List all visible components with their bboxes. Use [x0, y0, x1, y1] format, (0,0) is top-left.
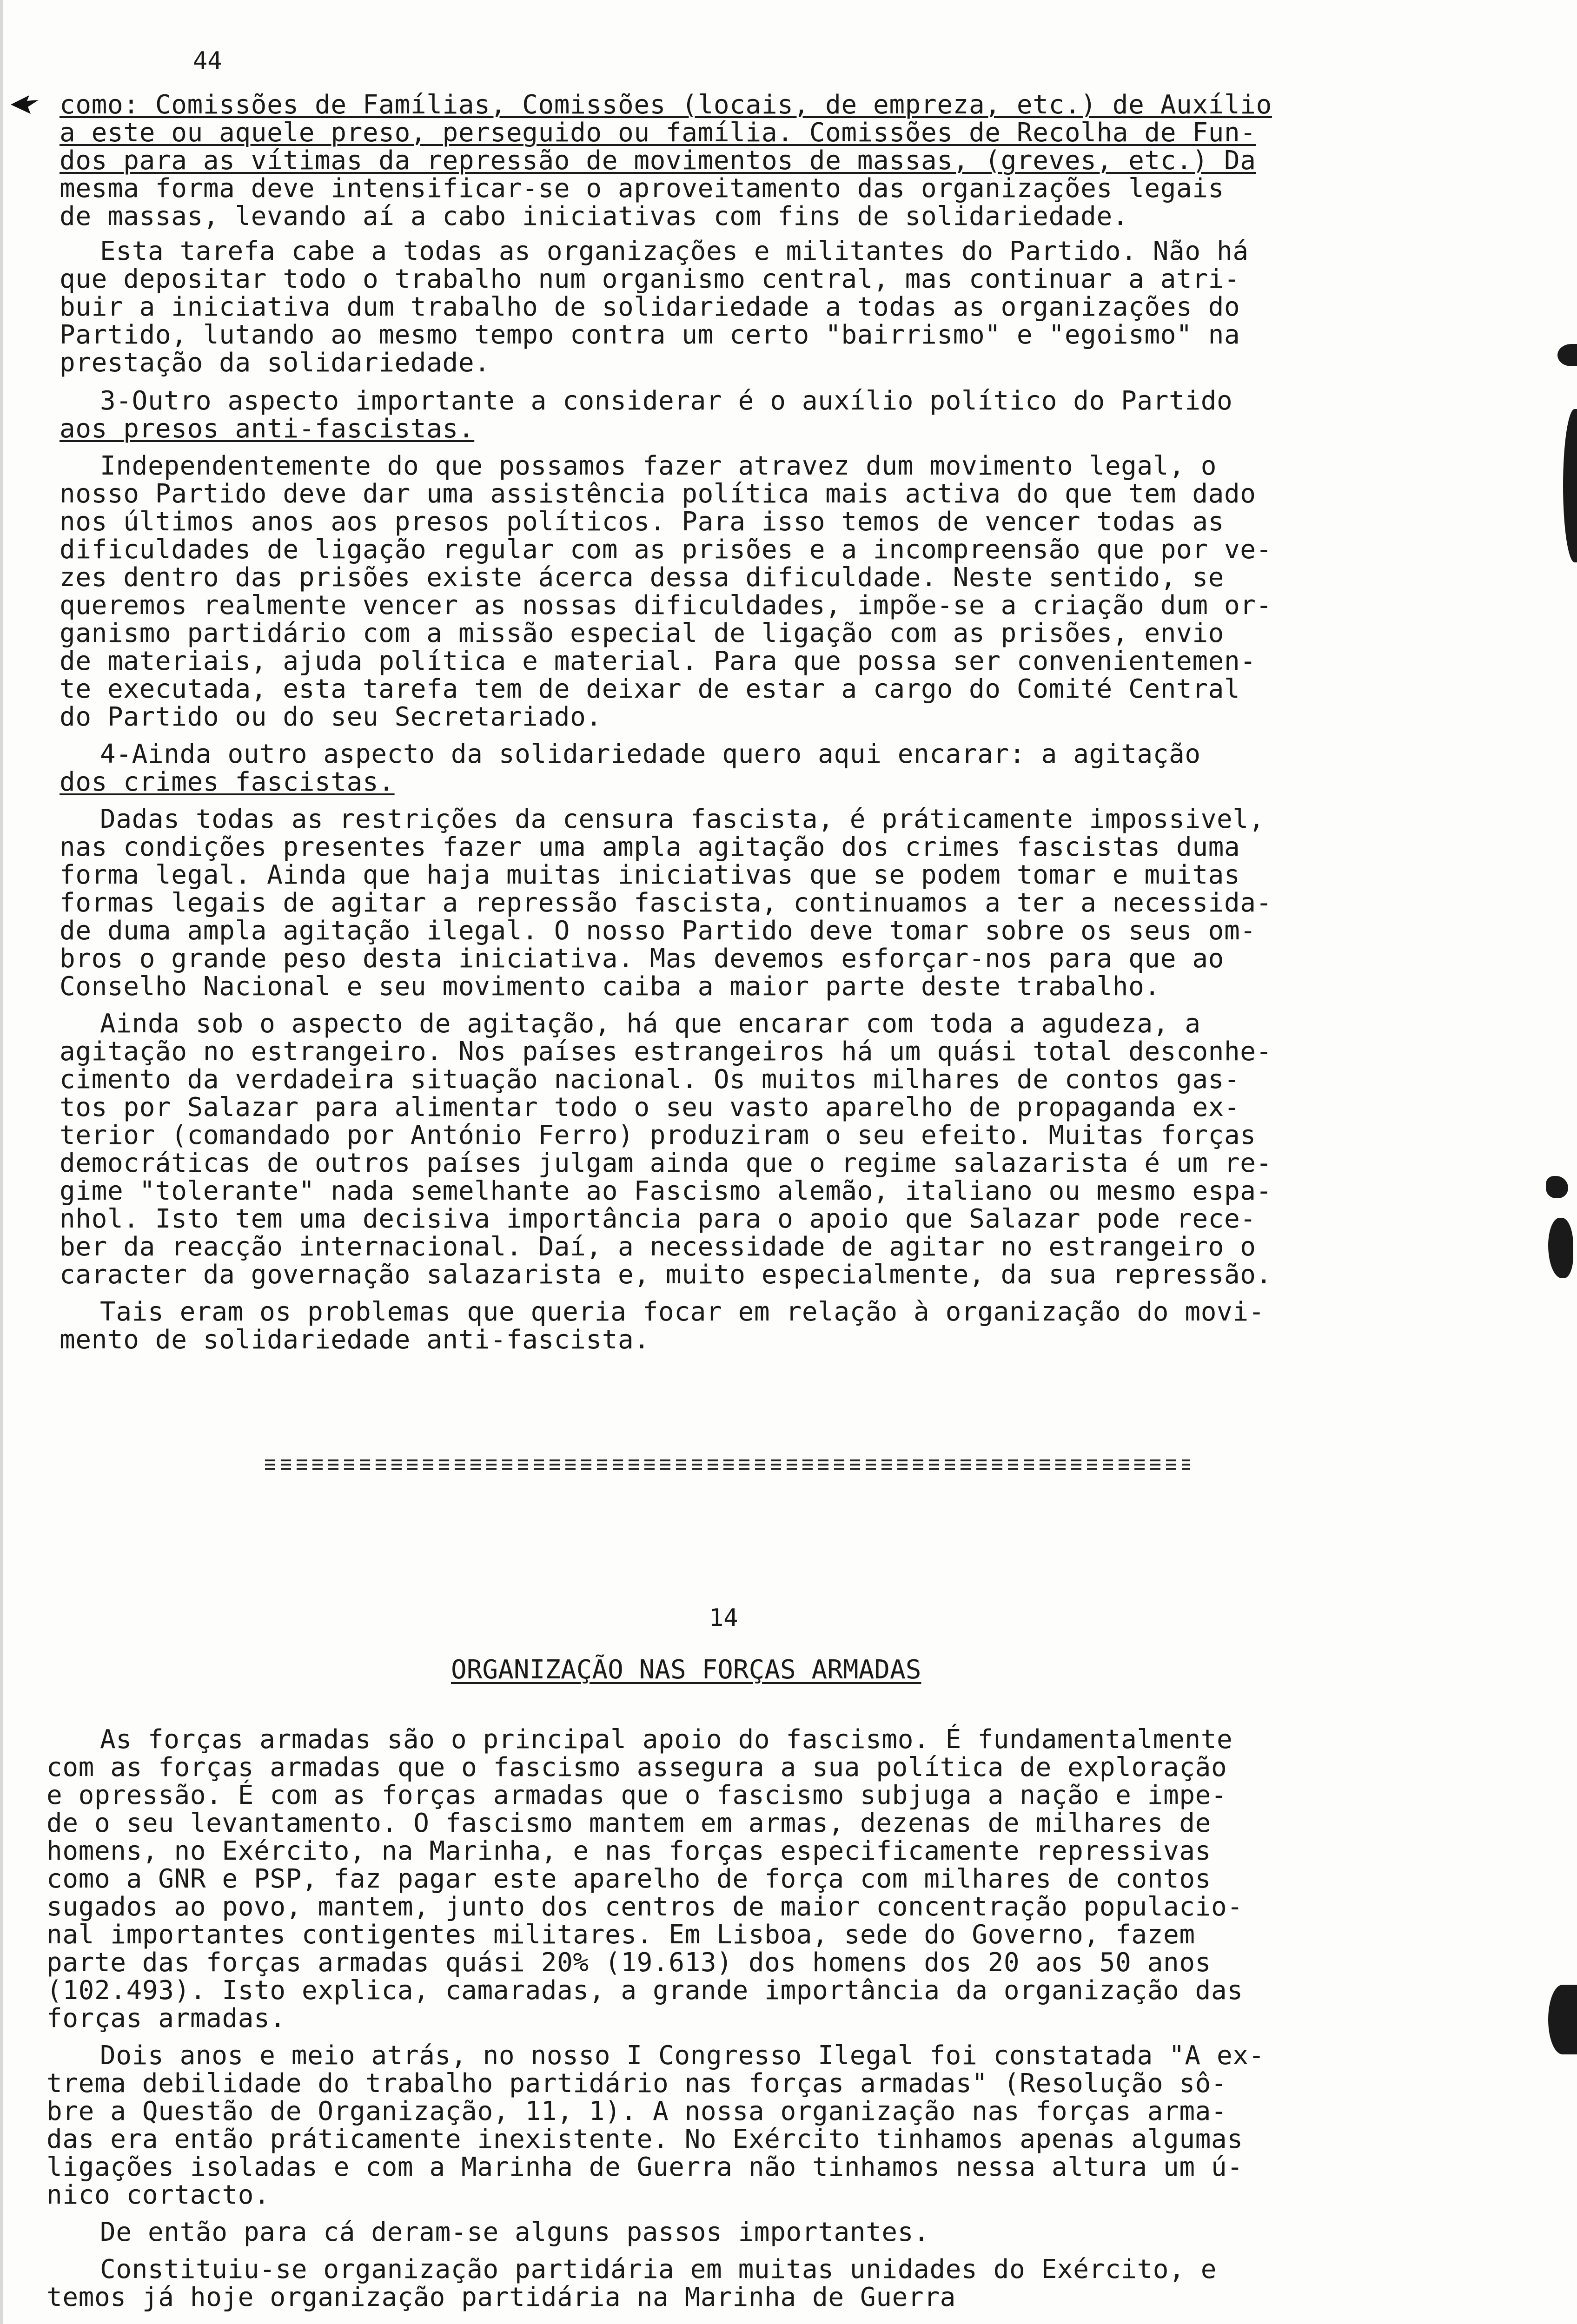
- text-line: 4-Ainda outro aspecto da solidariedade quero aqui encarar: a agitação: [100, 739, 1201, 769]
- text-line: de o seu levantamento. O fascismo mantem em armas, dezenas de milhares de: [46, 1808, 1211, 1838]
- text-line: nos últimos anos aos presos políticos. Para isso temos de vencer todas as: [60, 507, 1224, 537]
- text-line: Dadas todas as restrições da censura fascista, é práticamente impossivel,: [100, 804, 1265, 834]
- text-line: Conselho Nacional e seu movimento caiba a maior parte deste trabalho.: [60, 971, 1160, 1002]
- text-line: gime "tolerante" nada semelhante ao Fascismo alemão, italiano ou mesmo espa-: [60, 1176, 1272, 1206]
- text-line: dificuldades de ligação regular com as prisões e a incompreensão que por ve-: [60, 535, 1272, 565]
- text-line: zes dentro das prisões existe ácerca dessa dificuldade. Neste sentido, se: [60, 562, 1224, 593]
- scan-artifact: [1563, 409, 1577, 562]
- text-line: dos para as vítimas da repressão de movimentos de massas, (greves, etc.) Da: [60, 145, 1256, 176]
- text-line: mento de solidariedade anti-fascista.: [60, 1325, 650, 1355]
- scan-artifact: [1557, 344, 1577, 366]
- text-line: ganismo partidário com a missão especial de ligação com as prisões, envio: [60, 618, 1224, 648]
- text-line: bros o grande peso desta iniciativa. Mas devemos esforçar-nos para que ao: [60, 944, 1224, 974]
- text-line: nal importantes contigentes militares. Em Lisboa, sede do Governo, fazem: [46, 1920, 1195, 1950]
- line-text: como: Comissões de Famílias, Comissões (locais, de empreza, etc.) de Auxílio: [60, 90, 1272, 120]
- section-heading: ORGANIZAÇÃO NAS FORÇAS ARMADAS: [451, 1655, 921, 1685]
- text-line: e opressão. É com as forças armadas que o fascismo subjuga a nação e impe-: [46, 1780, 1227, 1810]
- text-line: Ainda sob o aspecto de agitação, há que encarar com toda a agudeza, a: [100, 1009, 1201, 1039]
- scan-artifact: [1548, 1218, 1573, 1278]
- text-line: De então para cá deram-se alguns passos importantes.: [100, 2217, 930, 2247]
- scan-artifact: [1548, 1985, 1577, 2054]
- text-line: buir a iniciativa dum trabalho de solidariedade a todas as organizações do: [60, 292, 1240, 322]
- text-line: agitação no estrangeiro. Nos países estrangeiros há um quási total desconhe-: [60, 1037, 1272, 1067]
- text-line: forças armadas.: [46, 2003, 286, 2034]
- text-line: ligações isoladas e com a Marinha de Guerra não tinhamos nessa altura um ú-: [46, 2152, 1243, 2182]
- text-line: de massas, levando aí a cabo iniciativas com fins de solidariedade.: [60, 201, 1129, 231]
- text-line: cimento da verdadeira situação nacional. Os muitos milhares de contos gas-: [60, 1064, 1240, 1095]
- text-line: caracter da governação salazarista e, muito especialmente, da sua repressão.: [60, 1260, 1272, 1290]
- handwritten-arrow-mark: [8, 86, 41, 119]
- text-line: prestação da solidariedade.: [60, 348, 490, 378]
- text-line: trema debilidade do trabalho partidário nas forças armadas" (Resolução sô-: [46, 2068, 1227, 2099]
- text-line: de materiais, ajuda política e material. Para que possa ser convenientemen-: [60, 646, 1256, 676]
- text-line: formas legais de agitar a repressão fascista, continuamos a ter a necessida-: [60, 888, 1272, 918]
- text-line: nhol. Isto tem uma decisiva importância para o apoio que Salazar pode rece-: [60, 1204, 1256, 1234]
- text-line: ber da reacção internacional. Daí, a necessidade de agitar no estrangeiro o: [60, 1232, 1256, 1262]
- scan-artifact: [1546, 1176, 1568, 1198]
- text-line: forma legal. Ainda que haja muitas iniciativas que se podem tomar e muitas: [60, 860, 1240, 890]
- page-left-edge: [0, 0, 3, 2324]
- text-line: nico cortacto.: [46, 2180, 270, 2210]
- text-line: democráticas de outros países julgam ainda que o regime salazarista é um re-: [60, 1148, 1272, 1178]
- text-line: (102.493). Isto explica, camaradas, a grande importância da organização das: [46, 1975, 1243, 2006]
- text-line: Constituiu-se organização partidária em muitas unidades do Exército, e: [100, 2254, 1217, 2284]
- text-line: Tais eram os problemas que queria focar em relação à organização do movi-: [100, 1297, 1265, 1327]
- text-line: tos por Salazar para alimentar todo o seu vasto aparelho de propaganda ex-: [60, 1092, 1240, 1122]
- text-line: queremos realmente vencer as nossas dificuldades, impõe-se a criação dum or-: [60, 590, 1272, 621]
- text-line: te executada, esta tarefa tem de deixar de estar a cargo do Comité Central: [60, 674, 1240, 704]
- text-line: mesma forma deve intensificar-se o aproveitamento das organizações legais: [60, 173, 1224, 204]
- text-line: Partido, lutando ao mesmo tempo contra um certo "bairrismo" e "egoismo" na: [60, 320, 1240, 350]
- text-line: temos já hoje organização partidária na Marinha de Guerra: [46, 2282, 956, 2312]
- text-line: sugados ao povo, mantem, junto dos centros de maior concentração populacio-: [46, 1892, 1243, 1922]
- text-line: bre a Questão de Organização, 11, 1). A nossa organização nas forças arma-: [46, 2096, 1227, 2126]
- text-line: parte das forças armadas quási 20% (19.613) dos homens dos 20 aos 50 anos: [46, 1948, 1211, 1978]
- text-line: nosso Partido deve dar uma assistência política mais activa do que tem dado: [60, 479, 1256, 509]
- text-line: 3-Outro aspecto importante a considerar é o auxílio político do Partido: [100, 386, 1233, 416]
- text-line: Esta tarefa cabe a todas as organizações e militantes do Partido. Não há: [100, 236, 1249, 266]
- text-line: a este ou aquele preso, perseguido ou família. Comissões de Recolha de Fun-: [60, 118, 1256, 148]
- text-line: terior (comandado por António Ferro) produziram o seu efeito. Muitas forças: [60, 1120, 1256, 1150]
- text-line: Dois anos e meio atrás, no nosso I Congresso Ilegal foi constatada "A ex-: [100, 2040, 1265, 2071]
- text-line: com as forças armadas que o fascismo assegura a sua política de exploração: [46, 1752, 1227, 1783]
- text-line: aos presos anti-fascistas.: [60, 414, 475, 444]
- text-line: das era então práticamente inexistente. No Exército tinhamos apenas algumas: [46, 2124, 1243, 2154]
- page-number-top: 44: [193, 47, 222, 75]
- text-line: dos crimes fascistas.: [60, 767, 395, 797]
- text-line: que depositar todo o trabalho num organismo central, mas continuar a atri-: [60, 264, 1240, 294]
- section-separator: [265, 1459, 1190, 1470]
- text-line: do Partido ou do seu Secretariado.: [60, 702, 602, 732]
- text-line: de duma ampla agitação ilegal. O nosso Partido deve tomar sobre os seus om-: [60, 916, 1256, 946]
- text-line: nas condições presentes fazer uma ampla agitação dos crimes fascistas duma: [60, 832, 1240, 862]
- text-line: As forças armadas são o principal apoio do fascismo. É fundamentalmente: [100, 1724, 1233, 1755]
- text-line: como a GNR e PSP, faz pagar este aparelho de força com milhares de contos: [46, 1864, 1211, 1894]
- text-line: Independentemente do que possamos fazer atravez dum movimento legal, o: [100, 451, 1217, 481]
- text-line: homens, no Exército, na Marinha, e nas forças especificamente repressivas: [46, 1836, 1211, 1866]
- text-line: [60, 92, 1272, 118]
- page-number-middle: 14: [709, 1604, 738, 1632]
